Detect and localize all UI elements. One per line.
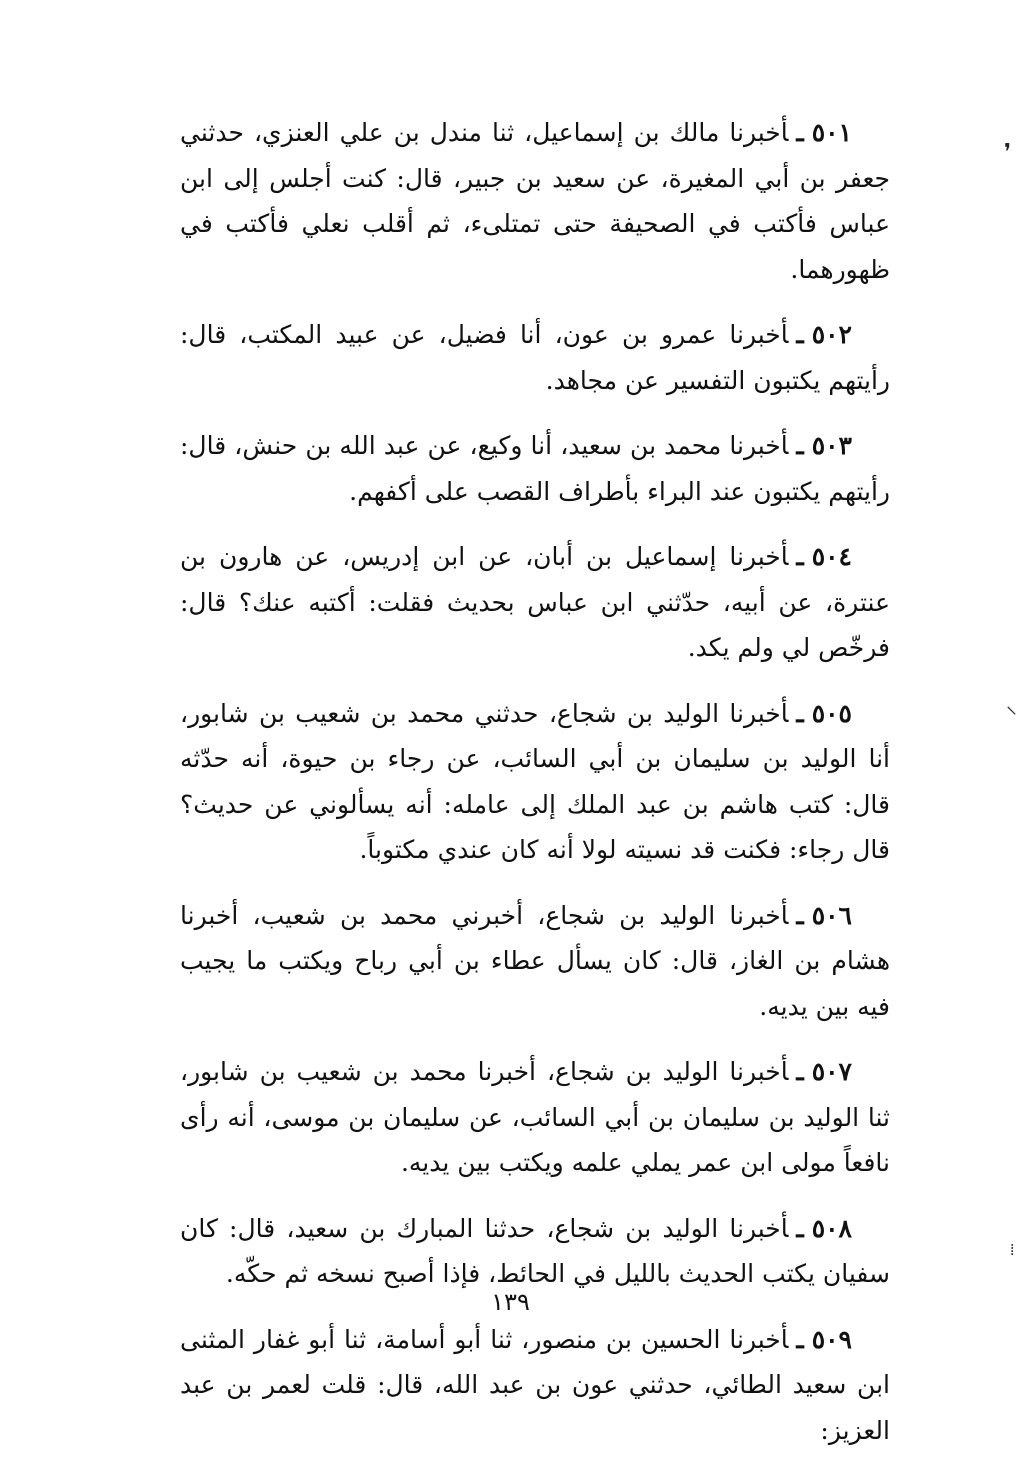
entry-number: ٥٠١ <box>811 118 852 147</box>
entry-text: أخبرنا مالك بن إسماعيل، ثنا مندل بن علي العنزي، حدثني جعفر بن أبي المغيرة، عن سعيد بن جبير، قال: كنت أجلس إلى ابن عباس فأكتب في الصحيفة حتى تمتلىء، ثم أقلب نعلي فأكتب في ظهورهما. <box>180 118 890 284</box>
margin-scan-mark-icon: ⁞ <box>1010 1240 1015 1259</box>
hadith-entry-502 <box>180 312 890 403</box>
entry-separator: ـ <box>796 698 804 728</box>
page-number: ١٣٩ <box>491 1288 530 1316</box>
margin-scan-mark-icon: ⸜ <box>1006 694 1018 719</box>
entry-text: أخبرنا الوليد بن شجاع، أخبرني محمد بن شعيب، أخبرنا هشام بن الغاز، قال: كان يسأل عطاء بن أبي رباح ويكتب ما يجيب فيه بين يديه. <box>180 900 890 1021</box>
document-body <box>180 110 890 1473</box>
entry-number: ٥٠٤ <box>811 542 852 571</box>
hadith-entry-503 <box>180 423 890 514</box>
hadith-entry-504 <box>180 534 890 671</box>
entry-separator: ـ <box>796 320 804 349</box>
hadith-entry-507 <box>180 1049 890 1186</box>
entry-separator: ـ <box>796 1324 804 1354</box>
entry-text: أخبرنا إسماعيل بن أبان، عن ابن إدريس، عن هارون بن عنترة، عن أبيه، حدّثني ابن عباس بحديث فقلت: أكتبه عنك؟ قال: فرخّص لي ولم يكد. <box>180 542 890 662</box>
hadith-entry-508 <box>180 1206 890 1297</box>
entry-number: ٥٠٢ <box>811 320 852 349</box>
entry-separator: ـ <box>796 1213 804 1243</box>
margin-scan-mark-icon: ❜ <box>1004 140 1012 165</box>
entry-text: أخبرنا عمرو بن عون، أنا فضيل، عن عبيد المكتب، قال: رأيتهم يكتبون التفسير عن مجاهد. <box>180 320 890 395</box>
entry-separator: ـ <box>796 118 804 147</box>
entry-separator: ـ <box>796 542 804 571</box>
entry-separator: ـ <box>796 1057 804 1086</box>
hadith-entry-505 <box>180 691 890 873</box>
entry-number: ٥٠٣ <box>811 431 852 460</box>
entry-text: أخبرنا الوليد بن شجاع، حدثنا المبارك بن سعيد، قال: كان سفيان يكتب الحديث بالليل في الحائط، فإذا أصبح نسخه ثم حكّه. <box>180 1213 890 1288</box>
entry-number: ٥٠٥ <box>811 698 852 728</box>
entry-number: ٥٠٨ <box>811 1213 852 1243</box>
entry-text: أخبرنا الوليد بن شجاع، حدثني محمد بن شعيب بن شابور، أنا الوليد بن سليمان بن أبي السائب، عن رجاء بن حيوة، أنه حدّثه قال: كتب هاشم بن عبد الملك إلى عامله: أنه يسألوني عن حديث؟ قال رجاء: فكنت قد نسيته لولا أنه كان عندي مكتوباً. <box>180 698 890 864</box>
hadith-entry-506 <box>180 893 890 1030</box>
hadith-entry-509 <box>180 1317 890 1454</box>
entry-separator: ـ <box>796 431 804 460</box>
entry-text: أخبرنا محمد بن سعيد، أنا وكيع، عن عبد الله بن حنش، قال: رأيتهم يكتبون عند البراء بأطراف القصب على أكفهم. <box>180 431 890 506</box>
entry-text: أخبرنا الوليد بن شجاع، أخبرنا محمد بن شعيب بن شابور، ثنا الوليد بن سليمان بن أبي السائب، عن سليمان بن موسى، أنه رأى نافعاً مولى ابن عمر يملي علمه ويكتب بين يديه. <box>180 1057 890 1177</box>
hadith-entry-501 <box>180 110 890 292</box>
entry-number: ٥٠٩ <box>811 1324 852 1354</box>
entry-number: ٥٠٧ <box>811 1057 852 1086</box>
entry-text: أخبرنا الحسين بن منصور، ثنا أبو أسامة، ثنا أبو غفار المثنى ابن سعيد الطائي، حدثني عون بن عبد الله، قال: قلت لعمر بن عبد العزيز: <box>180 1324 890 1445</box>
entry-number: ٥٠٦ <box>811 900 852 930</box>
entry-separator: ـ <box>796 900 804 930</box>
